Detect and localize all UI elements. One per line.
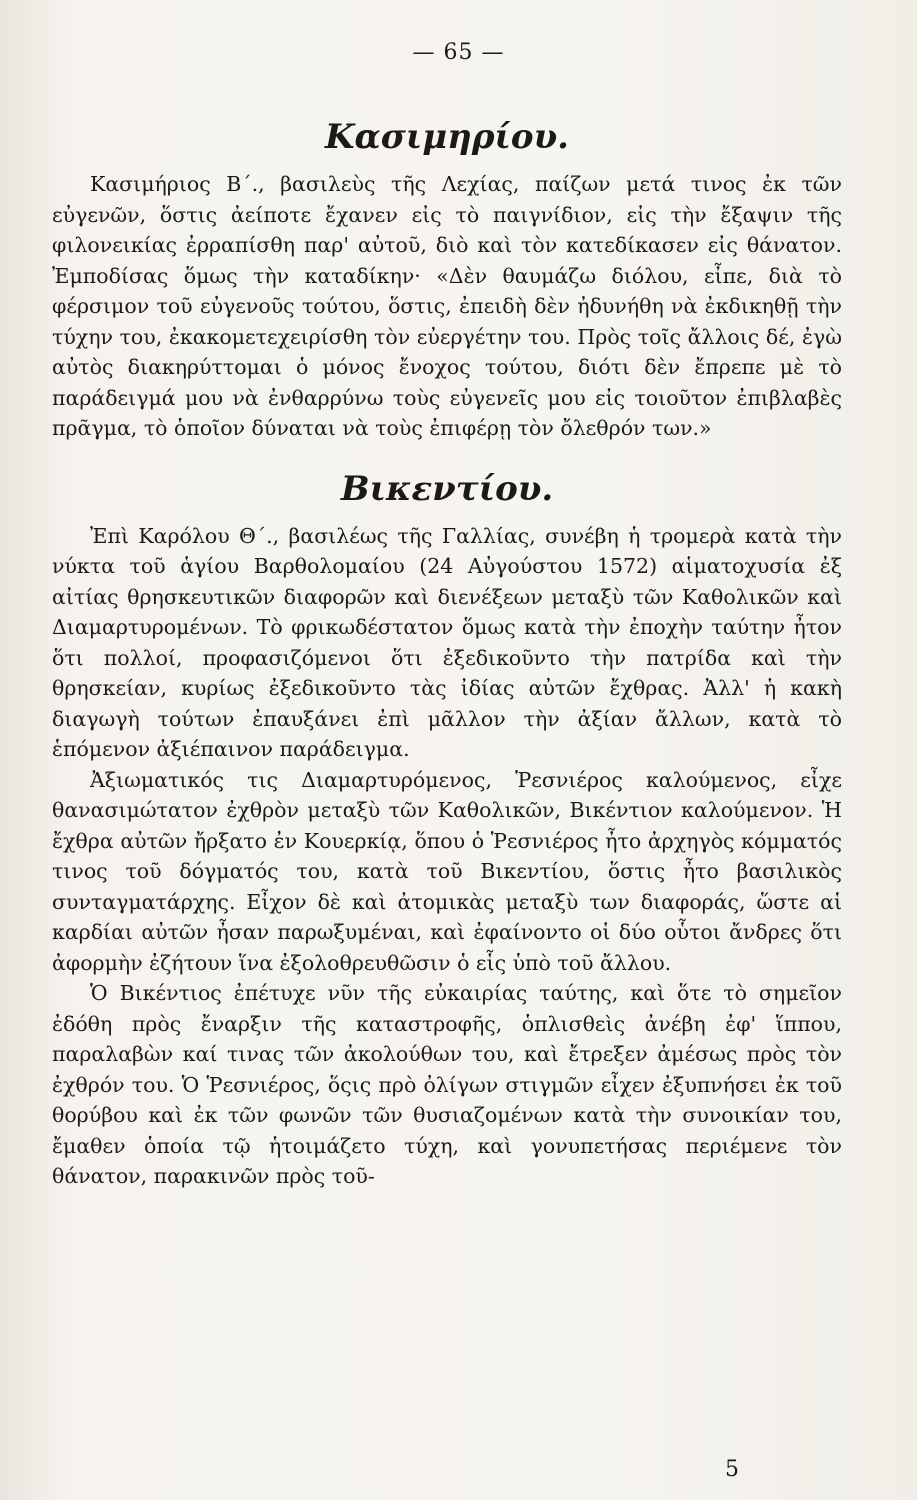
paragraph-vikentiou-2: Ἀξιωματικός τις Διαμαρτυρόμενος, Ῥεσνιέρος καλούμενος, εἶχε θανασιμώτατον ἐχθρὸν μεταξὺ τῶν Καθολικῶν, Βικέντιον καλούμενον. Ἡ ἔχθρα αὐτῶν ἤρξατο ἐν Κουερκίᾳ, ὅπου ὁ Ῥεσνιέρος ἦτο ἀρχηγὸς κόμματός τινος τοῦ δόγματός του, κατὰ τοῦ Βικεντίου, ὅστις ἦτο βασιλικὸς συνταγματάρχης. Εἶχον δὲ καὶ ἀτομικὰς μεταξὺ των διαφοράς, ὥστε αἱ καρδίαι αὐτῶν ἦσαν παρωξυμέναι, καὶ ἐφαίνοντο οἱ δύο οὗτοι ἄνδρες ὅτι ἀφορμὴν ἐζήτουν ἵνα ἐξολοθρευθῶσιν ὁ εἷς ὑπὸ τοῦ ἄλλου. <box>52 767 842 975</box>
paragraph-vikentiou-3: Ὁ Βικέντιος ἐπέτυχε νῦν τῆς εὐκαιρίας ταύτης, καὶ ὅτε τὸ σημεῖον ἐδόθη πρὸς ἔναρξιν τῆς καταστροφῆς, ὁπλισθεὶς ἀνέβη ἐφ' ἵππου, παραλαβὼν καί τινας τῶν ἀκολούθων του, καὶ ἔτρεξεν ἀμέσως πρὸς τὸν ἐχθρόν του. Ὁ Ῥεσνιέρος, ὅςις πρὸ ὀλίγων στιγμῶν εἶχεν ἐξυπνήσει ἐκ τοῦ θορύβου καὶ ἐκ τῶν φωνῶν τῶν θυσιαζομένων κατὰ τὴν συνοικίαν του, ἔμαθεν ὁποία τῷ ἡτοιμάζετο τύχη, καὶ γονυπετήσας περιέμενε τὸν θάνατον, παρακινῶν πρὸς τοῦ- <box>52 981 842 1189</box>
page-content <box>52 118 842 1192</box>
page-number-header: — 65 — <box>412 40 505 65</box>
paragraph-vikentiou-1: Ἐπὶ Καρόλου Θ΄., βασιλέως τῆς Γαλλίας, συνέβη ἡ τρομερὰ κατὰ τὴν νύκτα τοῦ ἁγίου Βαρθολομαίου (24 Αὐγούστου 1572) αἱματοχυσία ἐξ αἰτίας θρησκευτικῶν διαφορῶν καὶ διενέξεων μεταξὺ τῶν Καθολικῶν καὶ Διαμαρτυρομένων. Τὸ φρικωδέστατον ὅμως κατὰ τὴν ἐποχὴν ταύτην ἦτον ὅτι πολλοί, προφασιζόμενοι ὅτι ἐξεδικοῦντο τὴν πατρίδα καὶ τὴν θρησκείαν, κυρίως ἐξεδικοῦντο τὰς ἰδίας αὐτῶν ἔχθρας. Ἀλλ' ἡ κακὴ διαγωγὴ τούτων ἐπαυξάνει ἐπὶ μᾶλλον τὴν ἀξίαν ἄλλων, κατὰ τὸ ἑπόμενον ἀξιέπαινον παράδειγμα. <box>52 523 842 762</box>
section-title-kasimiriou: Κασιμηρίου. <box>324 117 569 157</box>
signature-mark: 5 <box>725 1457 739 1482</box>
section-title-vikentiou: Βικεντίου. <box>340 468 554 509</box>
paragraph-kasimiriou-1: Κασιμήριος Β΄., βασιλεὺς τῆς Λεχίας, παίζων μετά τινος ἐκ τῶν εὐγενῶν, ὅστις ἀείποτε ἔχανεν εἰς τὸ παιγνίδιον, εἰς τὴν ἔξαψιν τῆς φιλονεικίας ἐρραπίσθη παρ' αὐτοῦ, διὸ καὶ τὸν κατεδίκασεν εἰς θάνατον. Ἐμποδίσας ὅμως τὴν καταδίκην· «Δὲν θαυμάζω διόλου, εἶπε, διὰ τὸ φέρσιμον τοῦ εὐγενοῦς τούτου, ὅστις, ἐπειδὴ δὲν ἠδυνήθη νὰ ἐκδικηθῇ τὴν τύχην του, ἐκακομετεχειρίσθη τὸν εὐεργέτην του. Πρὸς τοῖς ἄλλοις δέ, ἐγὼ αὐτὸς διακηρύττομαι ὁ μόνος ἔνοχος τούτου, διότι δὲν ἔπρεπε μὲ τὸ παράδειγμά μου νὰ ἐνθαρρύνω τοὺς εὐγενεῖς μου εἰς τοιοῦτον ἐπιβλαβὲς πρᾶγμα, τὸ ὁποῖον δύναται νὰ τοὺς ἐπιφέρῃ τὸν ὄλεθρόν των.» <box>52 172 842 441</box>
